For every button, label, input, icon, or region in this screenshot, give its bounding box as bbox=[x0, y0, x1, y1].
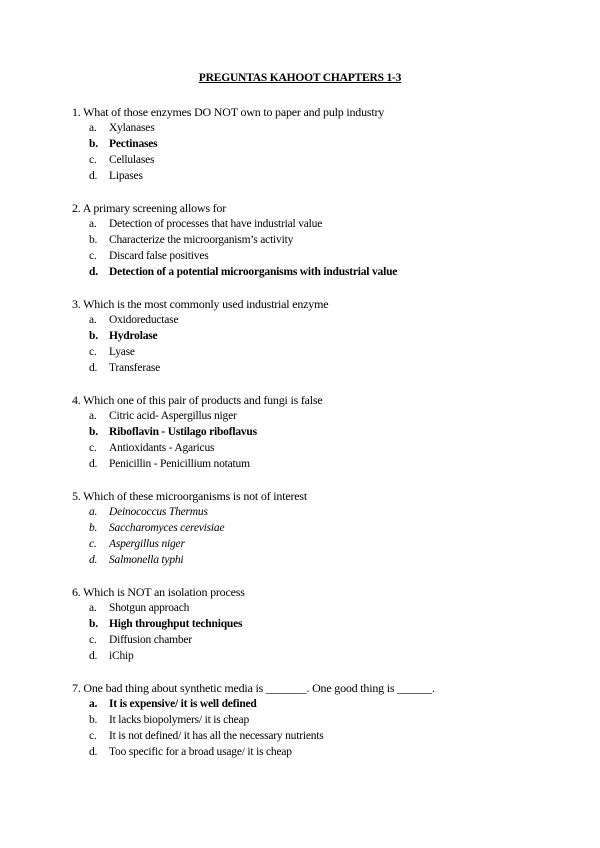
question-6 bbox=[72, 584, 552, 664]
option-list bbox=[72, 600, 552, 664]
option-text: Riboflavin - Ustilago riboflavus bbox=[109, 426, 257, 438]
option-text: Oxidoreductase bbox=[109, 314, 179, 326]
option-letter: d. bbox=[89, 170, 98, 182]
option-text: Pectinases bbox=[109, 138, 158, 150]
option-text: Discard false positives bbox=[109, 250, 209, 262]
option-letter: b. bbox=[89, 138, 98, 150]
option-letter: a. bbox=[89, 218, 97, 230]
question-5 bbox=[72, 488, 552, 568]
option-letter: c. bbox=[89, 634, 97, 646]
option-d bbox=[72, 552, 552, 568]
option-d-correct bbox=[72, 264, 552, 280]
option-b bbox=[72, 520, 552, 536]
option-text: Lyase bbox=[109, 346, 135, 358]
option-d bbox=[72, 744, 552, 760]
option-letter: a. bbox=[89, 314, 97, 326]
question-text: 4. Which one of this pair of products and fungi is false bbox=[72, 393, 323, 407]
option-a bbox=[72, 600, 552, 616]
question-7 bbox=[72, 680, 552, 760]
option-letter: c. bbox=[89, 346, 97, 358]
question-text: 7. One bad thing about synthetic media is _______. One good thing is ______. bbox=[72, 681, 435, 695]
option-c bbox=[72, 728, 552, 744]
option-c bbox=[72, 152, 552, 168]
option-text: Transferase bbox=[109, 362, 161, 374]
option-c bbox=[72, 344, 552, 360]
option-letter: a. bbox=[89, 506, 98, 518]
option-letter: a. bbox=[89, 698, 98, 710]
question-2 bbox=[72, 200, 552, 280]
question-text: 6. Which is NOT an isolation process bbox=[72, 585, 245, 599]
option-text: Citric acid- Aspergillus niger bbox=[109, 410, 237, 422]
option-b-correct bbox=[72, 616, 552, 632]
question-text: 3. Which is the most commonly used industrial enzyme bbox=[72, 297, 329, 311]
option-c bbox=[72, 536, 552, 552]
option-c bbox=[72, 248, 552, 264]
question-4 bbox=[72, 392, 552, 472]
option-letter: b. bbox=[89, 522, 98, 534]
option-text: Aspergillus niger bbox=[109, 538, 185, 550]
option-text: Penicillin - Penicillium notatum bbox=[109, 458, 250, 470]
option-d bbox=[72, 360, 552, 376]
option-letter: a. bbox=[89, 410, 97, 422]
option-letter: d. bbox=[89, 746, 98, 758]
option-d bbox=[72, 168, 552, 184]
option-text: Xylanases bbox=[109, 122, 155, 134]
option-b bbox=[72, 232, 552, 248]
option-text: Too specific for a broad usage/ it is cheap bbox=[109, 746, 292, 758]
option-c bbox=[72, 632, 552, 648]
option-letter: c. bbox=[89, 154, 97, 166]
option-text: It lacks biopolymers/ it is cheap bbox=[109, 714, 249, 726]
option-text: Lipases bbox=[109, 170, 143, 182]
option-d bbox=[72, 648, 552, 664]
option-b-correct bbox=[72, 136, 552, 152]
question-text: 5. Which of these microorganisms is not of interest bbox=[72, 489, 307, 503]
option-list bbox=[72, 312, 552, 376]
option-b-correct bbox=[72, 424, 552, 440]
option-text: Antioxidants - Agaricus bbox=[109, 442, 215, 454]
option-text: iChip bbox=[109, 650, 134, 662]
option-text: Detection of a potential microorganisms with industrial value bbox=[109, 266, 398, 278]
option-list bbox=[72, 120, 552, 184]
option-list bbox=[72, 408, 552, 472]
option-letter: b. bbox=[89, 426, 98, 438]
option-a-correct bbox=[72, 696, 552, 712]
option-text: High throughput techniques bbox=[109, 618, 243, 630]
option-a bbox=[72, 408, 552, 424]
option-letter: d. bbox=[89, 362, 98, 374]
option-letter: b. bbox=[89, 714, 98, 726]
option-text: Diffusion chamber bbox=[109, 634, 192, 646]
option-letter: c. bbox=[89, 538, 97, 550]
option-letter: c. bbox=[89, 442, 97, 454]
option-d bbox=[72, 456, 552, 472]
option-list bbox=[72, 504, 552, 568]
option-text: Hydrolase bbox=[109, 330, 158, 342]
option-letter: d. bbox=[89, 650, 98, 662]
option-letter: d. bbox=[89, 554, 98, 566]
question-text: 1. What of those enzymes DO NOT own to paper and pulp industry bbox=[72, 105, 385, 119]
document-title: PREGUNTAS KAHOOT CHAPTERS 1-3 bbox=[198, 72, 402, 84]
option-letter: b. bbox=[89, 234, 98, 246]
option-list bbox=[72, 696, 552, 760]
option-text: It is not defined/ it has all the necessary nutrients bbox=[109, 730, 324, 742]
option-text: Deinococcus Thermus bbox=[109, 506, 208, 518]
option-b-correct bbox=[72, 328, 552, 344]
option-text: Shotgun approach bbox=[109, 602, 190, 614]
option-letter: d. bbox=[89, 458, 98, 470]
option-letter: d. bbox=[89, 266, 98, 278]
option-list bbox=[72, 216, 552, 280]
option-letter: c. bbox=[89, 250, 97, 262]
option-letter: a. bbox=[89, 602, 97, 614]
option-letter: b. bbox=[89, 330, 98, 342]
option-a bbox=[72, 504, 552, 520]
option-text: Salmonella typhi bbox=[109, 554, 184, 566]
option-letter: a. bbox=[89, 122, 97, 134]
question-3 bbox=[72, 296, 552, 376]
question-text: 2. A primary screening allows for bbox=[72, 201, 227, 215]
option-letter: c. bbox=[89, 730, 97, 742]
option-text: Saccharomyces cerevisiae bbox=[109, 522, 225, 534]
option-text: Characterize the microorganism’s activity bbox=[109, 234, 294, 246]
option-a bbox=[72, 120, 552, 136]
option-text: It is expensive/ it is well defined bbox=[109, 698, 257, 710]
option-c bbox=[72, 440, 552, 456]
option-a bbox=[72, 216, 552, 232]
option-a bbox=[72, 312, 552, 328]
option-letter: b. bbox=[89, 618, 98, 630]
option-b bbox=[72, 712, 552, 728]
option-text: Detection of processes that have industrial value bbox=[109, 218, 323, 230]
option-text: Cellulases bbox=[109, 154, 155, 166]
question-1 bbox=[72, 104, 552, 184]
